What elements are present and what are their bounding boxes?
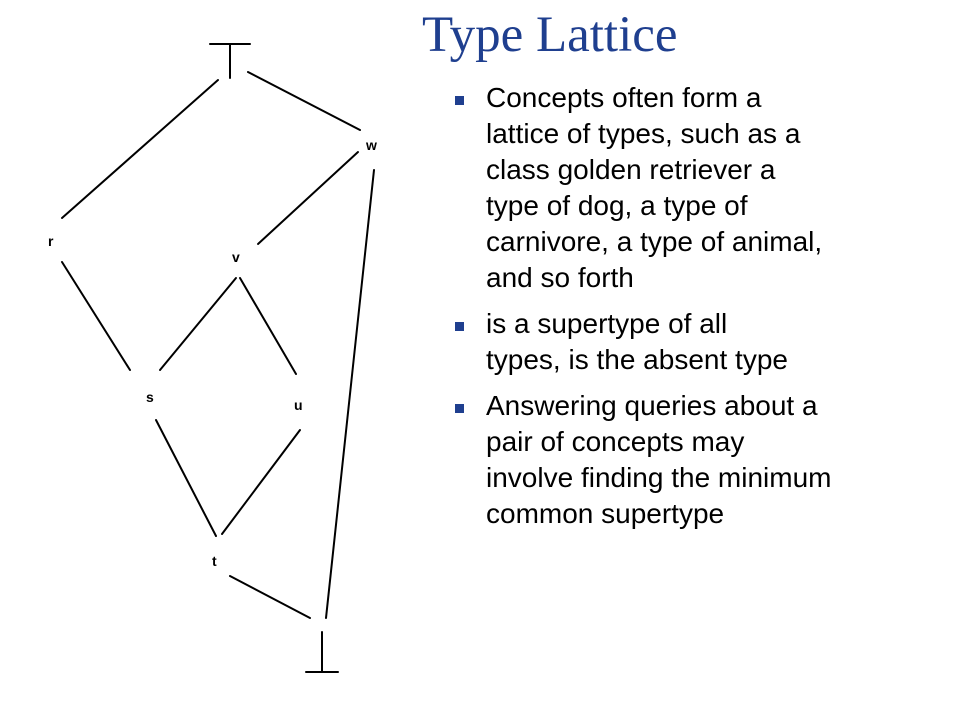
bottom-node <box>306 632 338 672</box>
bullet-item <box>452 80 952 296</box>
node-label-t: t <box>212 553 217 569</box>
slide-title: Type Lattice <box>422 7 678 63</box>
node-label-w: w <box>366 137 377 153</box>
edge-w-bottom <box>326 170 374 618</box>
top-node <box>210 44 250 78</box>
edge-u-t <box>222 430 300 534</box>
bullet-marker-icon <box>455 322 464 331</box>
edge-r-s <box>62 262 130 370</box>
edge-v-s <box>160 278 236 370</box>
bullet-text: is a supertype of all types, is the absent type <box>486 308 788 375</box>
edge-t-bottom <box>230 576 310 618</box>
bullet-item <box>452 388 952 532</box>
bullet-marker-icon <box>455 404 464 413</box>
edge-s-t <box>156 420 216 536</box>
node-label-v: v <box>232 249 240 265</box>
bullet-text: Concepts often form a lattice of types, such as a class golden retriever a type of dog, a type of carnivore, a type of animal, and so forth <box>486 82 823 293</box>
node-label-u: u <box>294 397 303 413</box>
type-lattice-diagram <box>0 0 420 720</box>
edge-top-w <box>248 72 360 130</box>
edge-w-v <box>258 152 358 244</box>
bullet-item <box>452 306 952 378</box>
node-label-r: r <box>48 233 54 249</box>
edge-top-r <box>62 80 218 218</box>
bullet-text: Answering queries about a pair of concepts may involve finding the minimum common supertype <box>486 390 832 529</box>
bullet-list <box>452 80 952 542</box>
edge-v-u <box>240 278 296 374</box>
node-label-s: s <box>146 389 154 405</box>
bullet-marker-icon <box>455 96 464 105</box>
